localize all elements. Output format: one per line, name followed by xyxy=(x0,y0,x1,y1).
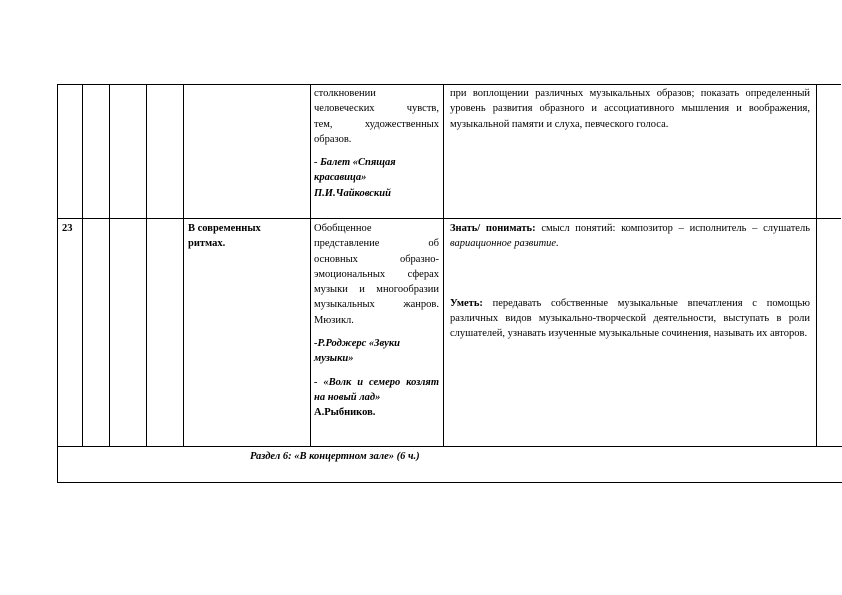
row2-requirements xyxy=(450,221,810,341)
lesson-topic: В современных ритмах. xyxy=(188,223,261,250)
able-text: передавать собственные музыкальные впечатления с помощью различных видов музыкально-творческой деятельности, выступать в роли слушателей, узнавать изученные музыкальные сочинения, называть их авторов. xyxy=(450,297,810,340)
content-line: тем, художественных xyxy=(314,118,439,130)
know-label: Знать/ понимать: xyxy=(450,223,536,234)
row-divider xyxy=(57,446,842,447)
content-line: образов. xyxy=(314,133,352,145)
column-border xyxy=(146,84,147,446)
content-line: человеческих чувств, xyxy=(314,103,439,115)
example-line: красавица» xyxy=(314,172,367,184)
row1-requirements: при воплощении различных музыкальных образов; показать определенный уровень развития образного и ассоциативного мышления и воображения, музыкальной памяти и слуха, певческого голоса. xyxy=(450,88,810,130)
example-1: -Р.Роджерс «Звуки музыки» xyxy=(314,338,400,365)
row2-content xyxy=(314,221,439,421)
know-paragraph xyxy=(450,221,810,252)
able-label: Уметь: xyxy=(450,297,483,309)
column-border xyxy=(816,84,817,446)
know-text: смысл понятий: композитор – исполнитель – слушатель xyxy=(535,223,810,234)
column-border xyxy=(82,84,83,446)
example-2: - «Волк и семеро козлят на новый лад» xyxy=(314,376,439,403)
table-bottom-border xyxy=(57,482,842,483)
able-paragraph xyxy=(450,296,810,342)
know-italic: вариационное развитие. xyxy=(450,238,559,250)
section-title: Раздел 6: «В концертном зале» (6 ч.) xyxy=(250,451,420,462)
column-border xyxy=(183,84,184,446)
column-border xyxy=(57,84,58,482)
content-line: столкновении xyxy=(314,88,376,99)
example-line: - Балет «Спящая xyxy=(314,157,396,169)
table-top-border xyxy=(57,84,841,85)
example-2-author: А.Рыбников. xyxy=(314,407,376,419)
content-text: Обобщенное представление об основных образно-эмоциональных сферах музыки и многообразии музыкальных жанров. Мюзикл. xyxy=(314,223,439,326)
column-border xyxy=(109,84,110,446)
example-line: П.И.Чайковский xyxy=(314,187,391,199)
row1-content xyxy=(314,86,439,201)
column-border xyxy=(310,84,311,446)
column-border xyxy=(443,84,444,446)
lesson-number: 23 xyxy=(62,223,73,234)
row-divider xyxy=(57,218,841,219)
